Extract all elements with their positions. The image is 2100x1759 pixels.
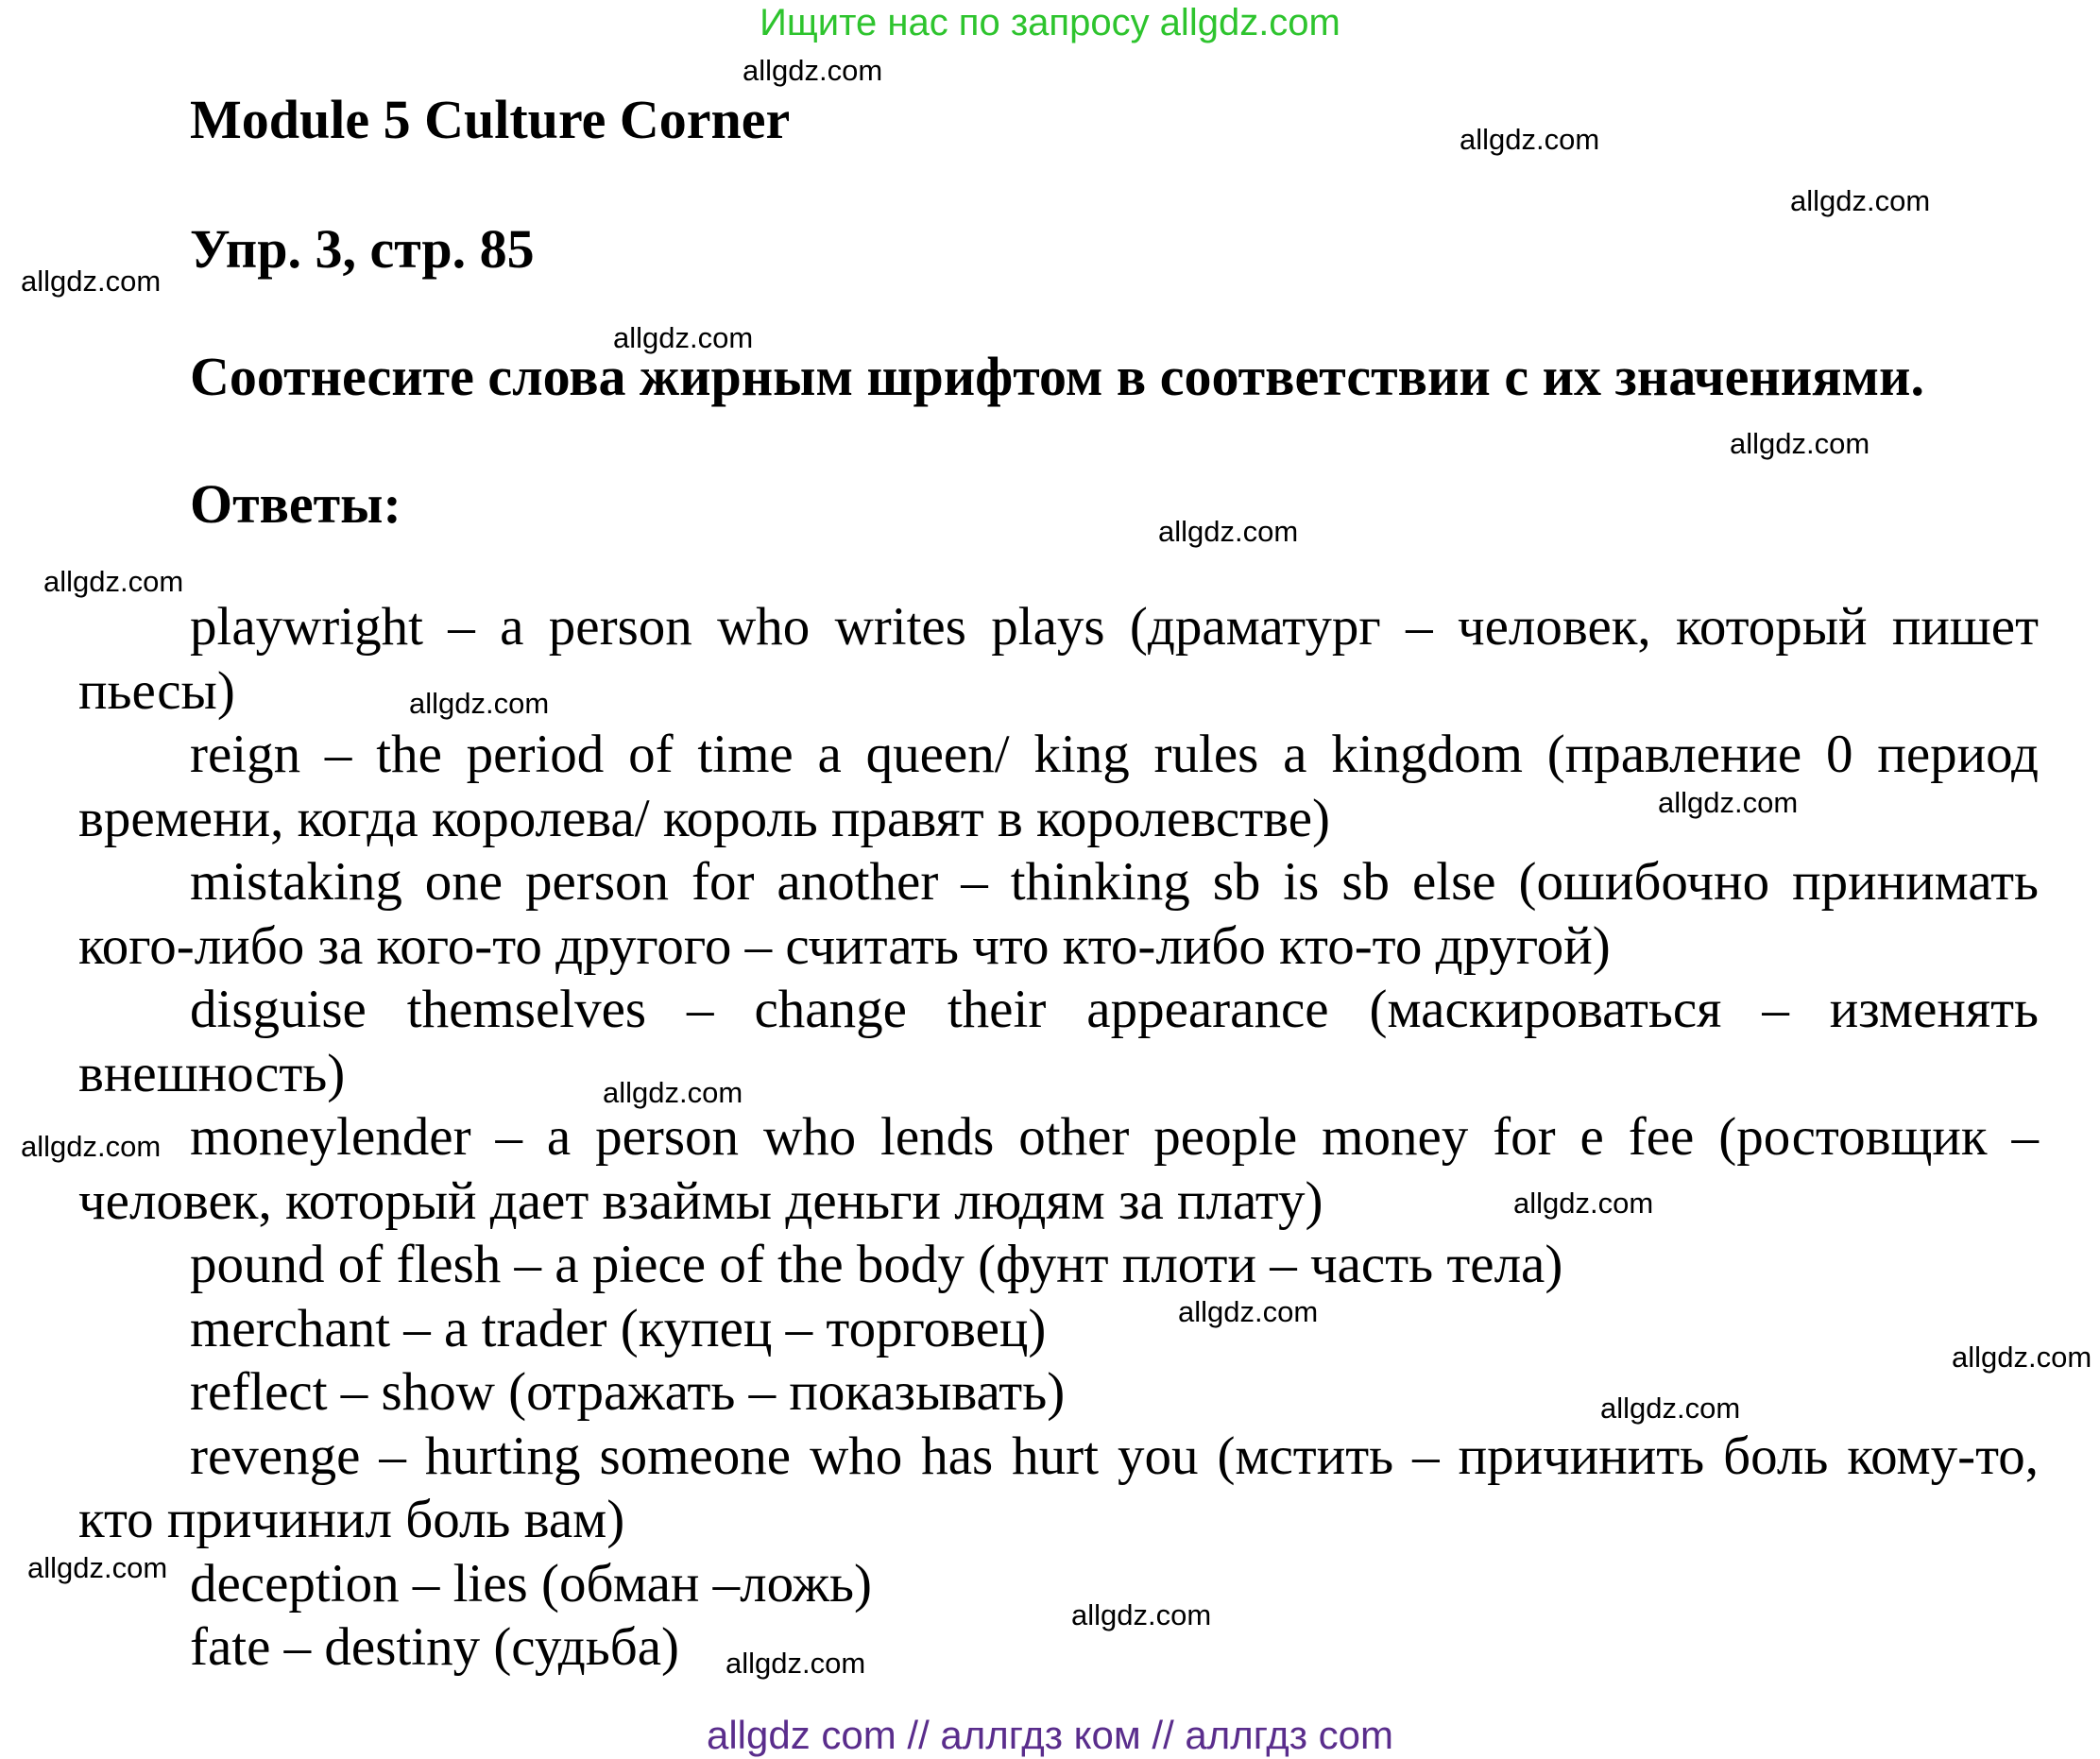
answers-label: Ответы: [190,473,401,535]
watermark: allgdz.com [21,265,162,298]
answer-item: reign – the period of time a queen/ king rules a kingdom (правление 0 период времени, когда королева/ король правят в королевстве) [78,725,2039,848]
task-instruction: Соотнесите слова жирным шрифтом в соответствии с их значениями. [190,346,1924,407]
answer-item: mistaking one person for another – thinking sb is sb else (ошибочно принимать кого-либо за кого-то другого – считать что кто-либо кто-то другой) [78,852,2039,976]
watermark: allgdz.com [603,1076,743,1109]
answers-list [78,595,2039,1680]
watermark: allgdz.com [1658,786,1799,819]
answer-item: fate – destiny (судьба) [190,1617,680,1677]
answer-item: deception – lies (обман –ложь) [190,1553,873,1614]
watermark: allgdz.com [1178,1295,1319,1328]
watermark: allgdz.com [613,321,754,354]
answer-item: revenge – hurting someone who has hurt you (мстить – причинить боль кому-то, кто причинил боль вам) [78,1426,2039,1549]
watermark: allgdz.com [1952,1341,2092,1374]
watermark: allgdz.com [1513,1187,1654,1220]
watermark: allgdz.com [21,1130,162,1163]
watermark: allgdz.com [743,54,883,87]
promo-banner-bottom: allgdz com // аллгдз ком // аллгдз com [706,1713,1393,1757]
answer-item: playwright – a person who writes plays (драматург – человек, который пишет пьесы) [78,597,2039,721]
answer-item: pound of flesh – a piece of the body (фунт плоти – часть тела) [190,1235,1563,1294]
watermark: allgdz.com [1790,184,1931,217]
answer-item: moneylender – a person who lends other people money for e fee (ростовщик – человек, который дает взаймы деньги людям за плату) [78,1107,2039,1231]
watermark: allgdz.com [409,687,550,720]
watermark: allgdz.com [726,1647,866,1680]
watermark: allgdz.com [1158,515,1299,548]
exercise-title: Упр. 3, стр. 85 [190,218,535,280]
promo-banner-top: Ищите нас по запросу allgdz.com [760,2,1340,43]
watermark: allgdz.com [1730,427,1870,460]
watermark: allgdz.com [1460,123,1600,156]
watermark: allgdz.com [43,565,184,598]
answer-item: disguise themselves – change their appearance (маскироваться – изменять внешность) [78,980,2039,1103]
module-title: Module 5 Culture Corner [190,89,791,150]
answer-item: merchant – a trader (купец – торговец) [190,1298,1047,1358]
answer-item: reflect – show (отражать – показывать) [190,1362,1066,1422]
watermark: allgdz.com [27,1551,168,1584]
watermark: allgdz.com [1600,1392,1741,1425]
watermark: allgdz.com [1071,1598,1212,1631]
